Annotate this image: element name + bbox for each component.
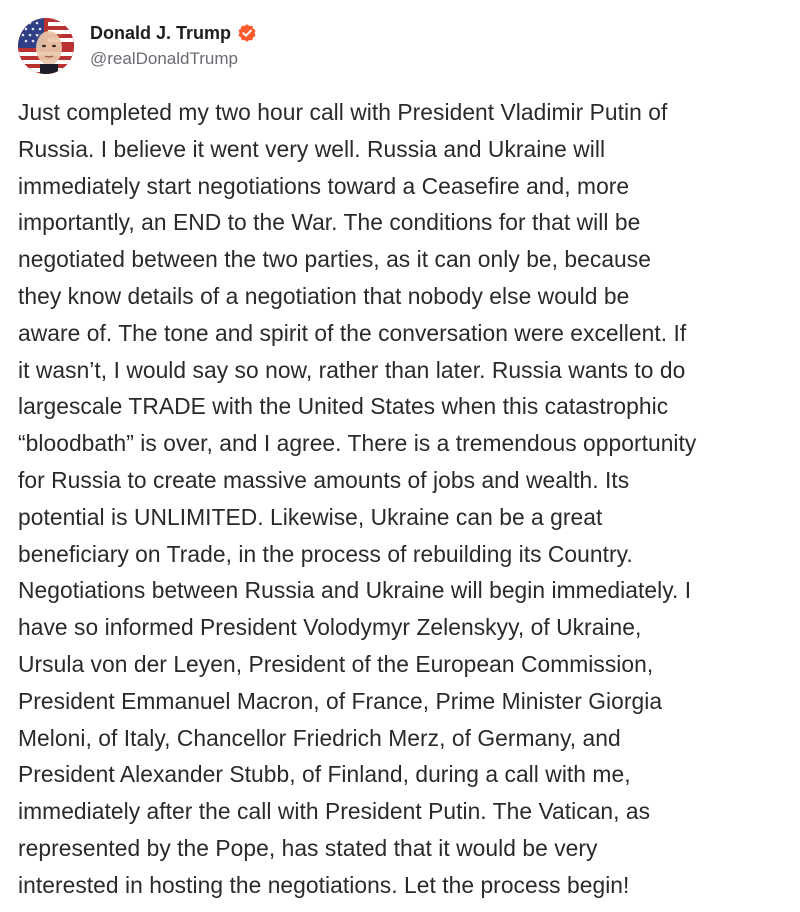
avatar[interactable] (18, 18, 74, 74)
post-body-line: beneficiary on Trade, in the process of rebuilding its Country. (18, 540, 633, 567)
profile-photo-avatar-icon (18, 18, 74, 74)
post-body-line: President Alexander Stubb, of Finland, during a call with me, (18, 761, 631, 788)
post-body-line: largescale TRADE with the United States when this catastrophic (18, 393, 669, 420)
post-body-line: have so informed President Volodymyr Zelenskyy, of Ukraine, (18, 614, 642, 641)
post-body-line: they know details of a negotiation that nobody else would be (18, 282, 630, 309)
post-body-line: aware of. The tone and spirit of the conversation were excellent. If (18, 319, 687, 346)
author-display-name[interactable]: Donald J. Trump (90, 23, 232, 43)
post-body-line: interested in hosting the negotiations. Let the process begin! (18, 871, 630, 898)
post-body-line: immediately after the call with President Putin. The Vatican, as (18, 798, 651, 825)
post-body-line: Meloni, of Italy, Chancellor Friedrich Merz, of Germany, and (18, 724, 621, 751)
post-body-line: it wasn’t, I would say so now, rather than later. Russia wants to do (18, 356, 686, 383)
post-header (18, 16, 782, 76)
author-identity (90, 22, 257, 70)
post-body-line: Russia. I believe it went very well. Russia and Ukraine will (18, 135, 606, 162)
post-body-line: negotiated between the two parties, as it can only be, because (18, 246, 651, 273)
post-body-line: immediately start negotiations toward a Ceasefire and, more (18, 172, 630, 199)
post-body-line: potential is UNLIMITED. Likewise, Ukraine can be a great (18, 503, 603, 530)
post-body-line: President Emmanuel Macron, of France, Prime Minister Giorgia (18, 687, 663, 714)
post-body-line: importantly, an END to the War. The conditions for that will be (18, 209, 641, 236)
verified-badge-icon (237, 23, 257, 43)
post-body (18, 94, 788, 904)
post-body-line: Negotiations between Russia and Ukraine will begin immediately. I (18, 577, 692, 604)
post-body-line: “bloodbath” is over, and I agree. There is a tremendous opportunity (18, 430, 697, 457)
post-body-line: Just completed my two hour call with President Vladimir Putin of (18, 99, 668, 125)
post-body-line: represented by the Pope, has stated that it would be very (18, 834, 598, 861)
post-body-line: for Russia to create massive amounts of jobs and wealth. Its (18, 466, 630, 493)
author-name-row[interactable] (90, 22, 257, 44)
post-body-line: Ursula von der Leyen, President of the European Commission, (18, 650, 654, 677)
author-handle[interactable]: @realDonaldTrump (90, 49, 238, 68)
